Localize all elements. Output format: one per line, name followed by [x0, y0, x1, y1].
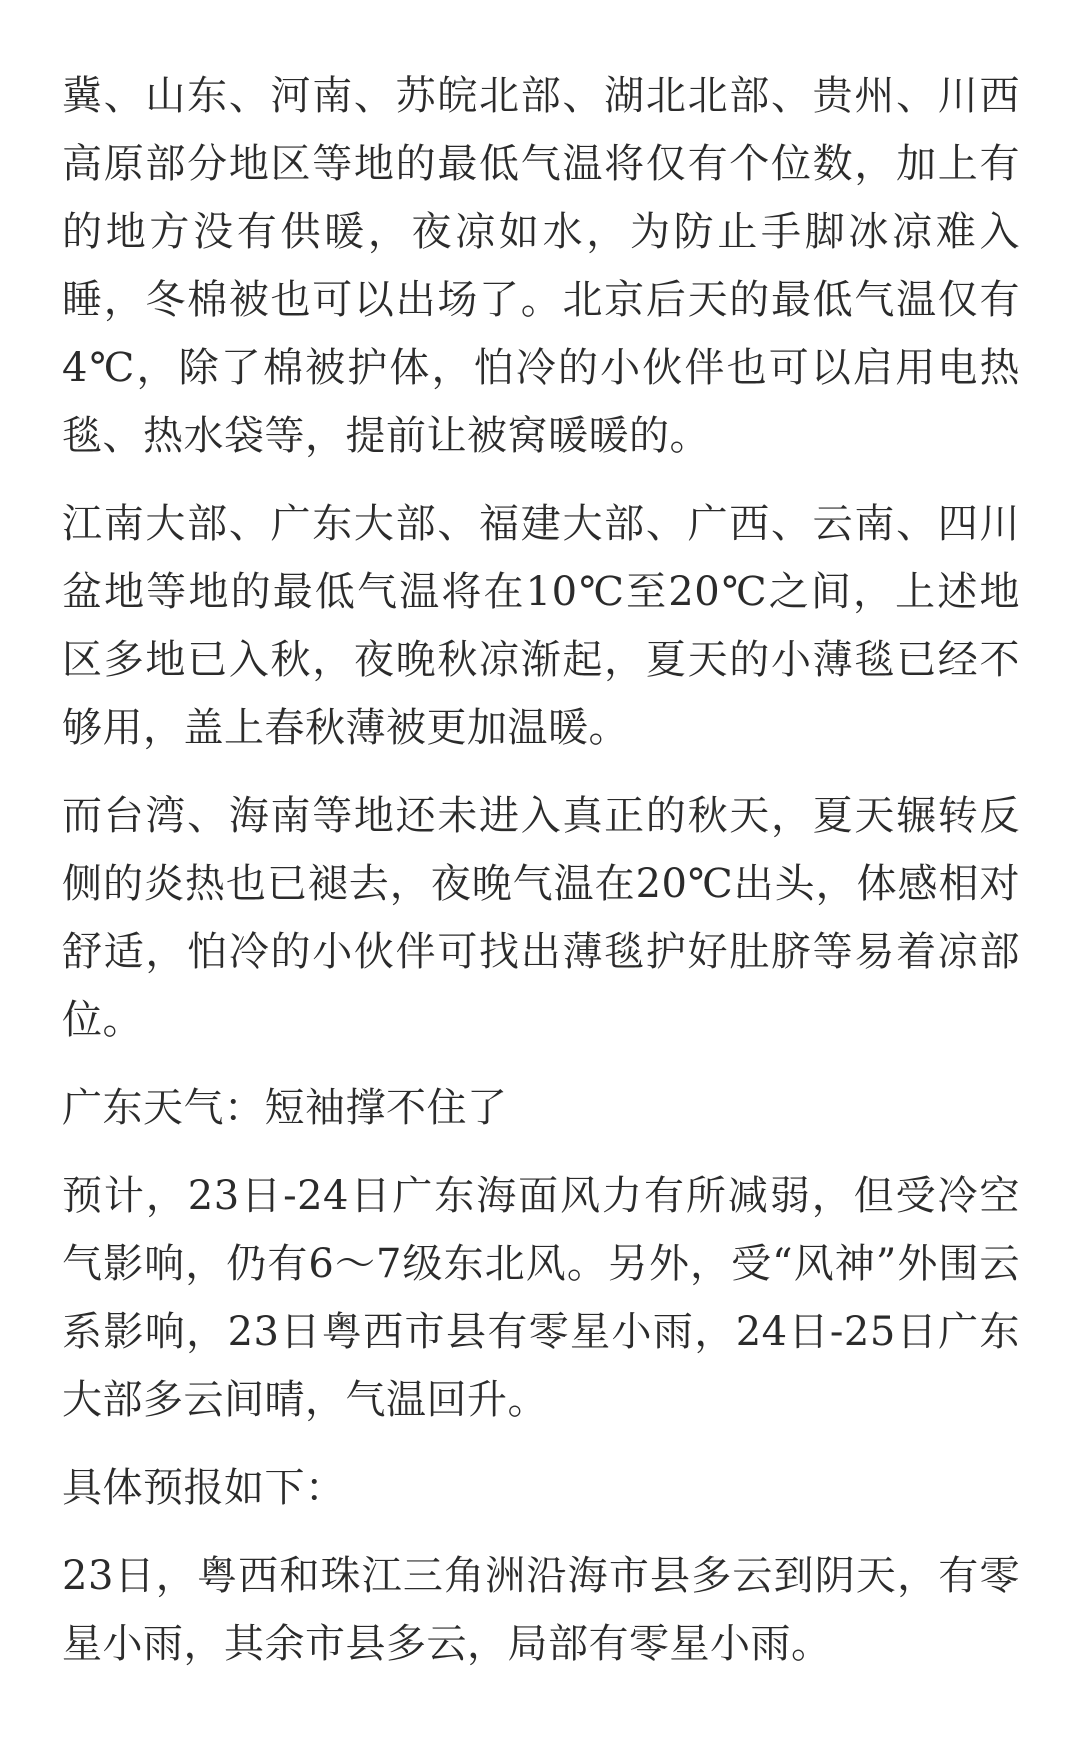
- paragraph-guangdong-forecast: 预计，23日-24日广东海面风力有所减弱，但受冷空气影响，仍有6～7级东北风。另外，受“风神”外围云系影响，23日粤西市县有零星小雨，24日-25日广东大部多云间晴，气温回升。: [62, 1173, 1020, 1423]
- paragraph-detail-intro: 具体预报如下：: [62, 1465, 346, 1511]
- paragraph-jiangnan: 江南大部、广东大部、福建大部、广西、云南、四川盆地等地的最低气温将在10℃至20℃之间，上述地区多地已入秋，夜晚秋凉渐起，夏天的小薄毯已经不够用，盖上春秋薄被更加温暖。: [62, 501, 1020, 751]
- paragraph-23rd-forecast: 23日，粤西和珠江三角洲沿海市县多云到阴天，有零星小雨，其余市县多云，局部有零星小雨。: [62, 1553, 1020, 1667]
- paragraph-cold-north: 冀、山东、河南、苏皖北部、湖北北部、贵州、川西高原部分地区等地的最低气温将仅有个位数，加上有的地方没有供暖，夜凉如水，为防止手脚冰凉难入睡，冬棉被也可以出场了。北京后天的最低气温仅有4℃，除了棉被护体，怕冷的小伙伴也可以启用电热毯、热水袋等，提前让被窝暖暖的。: [62, 73, 1020, 459]
- paragraph-taiwan-hainan: 而台湾、海南等地还未进入真正的秋天，夏天辗转反侧的炎热也已褪去，夜晚气温在20℃出头，体感相对舒适，怕冷的小伙伴可找出薄毯护好肚脐等易着凉部位。: [62, 793, 1020, 1043]
- section-heading: 广东天气：短袖撑不住了: [62, 1085, 508, 1131]
